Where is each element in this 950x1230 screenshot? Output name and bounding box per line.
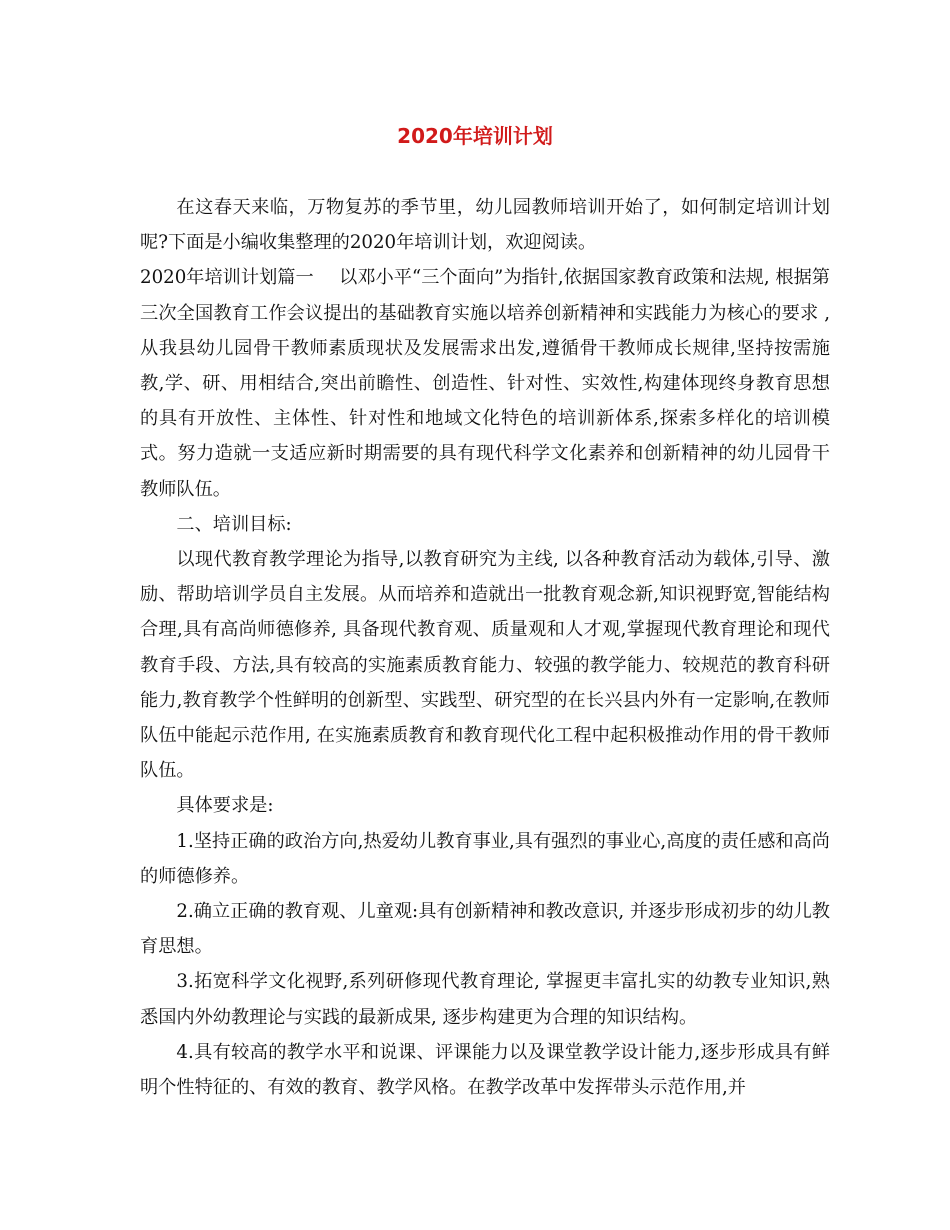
requirement-item: 4.具有较高的教学水平和说课、评课能力以及课堂教学设计能力,逐步形成具有鲜明个性特征的、有效的教育、教学风格。在教学改革中发挥带头示范作用,并 <box>140 1041 830 1099</box>
intro-paragraph: 在这春天来临，万物复苏的季节里，幼儿园教师培训开始了，如何制定培训计划呢?下面是小编收集整理的2020年培训计划，欢迎阅读。 <box>140 197 830 254</box>
goal-paragraph: 以现代教育教学理论为指导,以教育研究为主线, 以各种教育活动为载体,引导、激励、帮助培训学员自主发展。从而培养和造就出一批教育观念新,知识视野宽,智能结构合理,具有高尚师德修养, 具备现代教育观、质量观和人才观,掌握现代教育理论和现代教育手段、方法,具有较高的实施素质教育能力、较强的教学能力、较规范的教育科研能力,教育教学个性鲜明的创新型、实践型、研究型的在长兴县内外有一定影响,在教师队伍中能起示范作用, 在实施素质教育和教育现代化工程中起积极推动作用的骨干教师队伍。 <box>140 549 830 782</box>
requirement-item: 1.坚持正确的政治方向,热爱幼儿教育事业,具有强烈的事业心,高度的责任感和高尚的师德修养。 <box>140 830 830 887</box>
section-one-text: 以邓小平“三个面向”为指针,依据国家教育政策和法规, 根据第三次全国教育工作会议提出的基础教育实施以培养创新精神和实践能力为核心的要求 ,从我县幼儿园骨干教师素质现状及发展需求出发,遵循骨干教师成长规律,坚持按需施教,学、研、用相结合,突出前瞻性、创造性、针对性、实效性,构建体现终身教育思想的具有开放性、主体性、针对性和地域文化特色的培训新体系,探索多样化的培训模式。努力造就一支适应新时期需要的具有现代科学文化素养和创新精神的幼儿园骨干教师队伍。 <box>140 267 830 500</box>
section-one-paragraph <box>140 260 830 506</box>
section-one-label: 2020年培训计划篇一 <box>140 267 314 289</box>
requirements-heading: 具体要求是: <box>176 795 274 817</box>
document-body <box>140 190 830 1105</box>
requirement-item: 2.确立正确的教育观、儿童观:具有创新精神和教改意识, 并逐步形成初步的幼儿教育思想。 <box>140 901 830 958</box>
document-title: 2020年培训计划 <box>397 124 553 148</box>
requirement-item: 3.拓宽科学文化视野,系列研修现代教育理论, 掌握更丰富扎实的幼教专业知识,熟悉国内外幼教理论与实践的最新成果, 逐步构建更为合理的知识结构。 <box>140 971 830 1028</box>
section-two-heading: 二、培训目标: <box>176 513 292 535</box>
